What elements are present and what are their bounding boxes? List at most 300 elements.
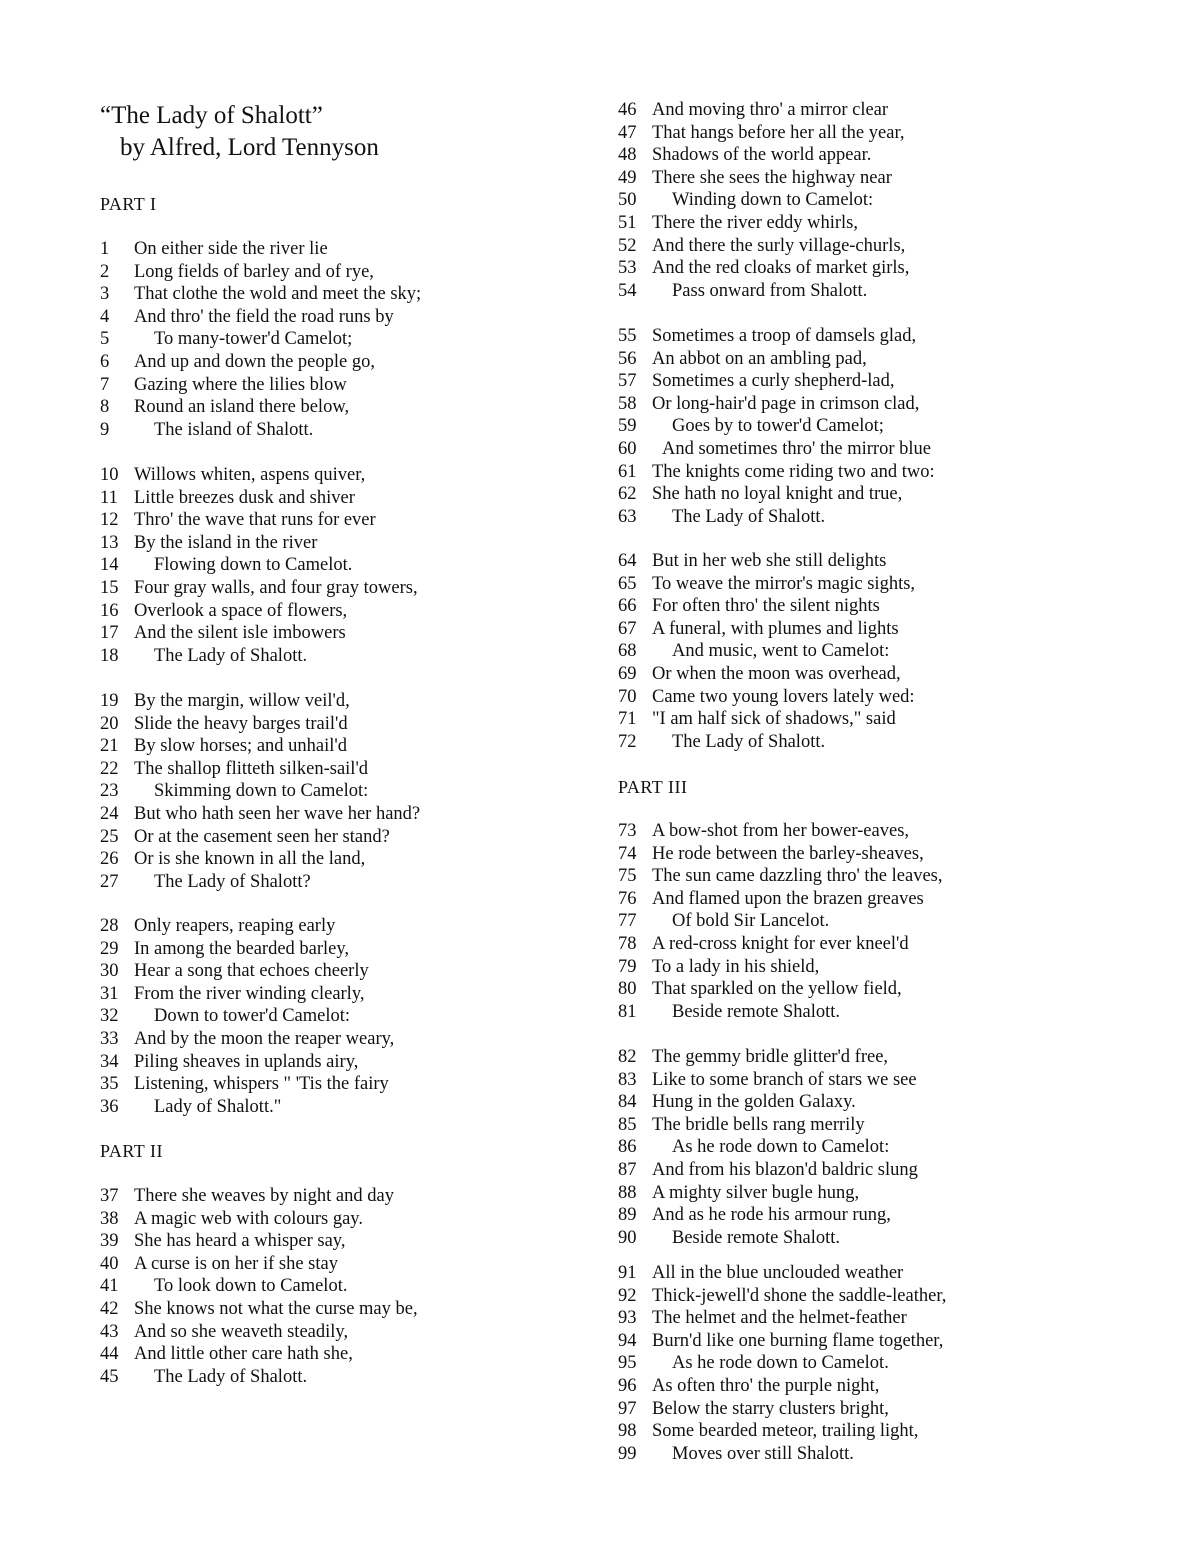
poem-line [618,1375,879,1398]
line-text: A red-cross knight for ever kneel'd [652,934,909,954]
line-number: 50 [618,190,637,211]
line-number: 89 [618,1205,637,1226]
poem-line [618,686,915,709]
poem-line [618,506,825,529]
line-number: 35 [100,1074,119,1095]
line-text: Down to tower'd Camelot: [154,1006,351,1027]
poem-line [618,325,916,348]
poem-line [618,1398,889,1421]
line-text: Thick-jewell'd shone the saddle-leather, [652,1285,947,1306]
poem-line [618,167,892,190]
line-text: Willows whiten, aspens quiver, [134,465,366,485]
line-number: 37 [100,1186,119,1206]
line-text: And from his blazon'd baldric slung [652,1160,918,1180]
poem-line [618,663,901,686]
poem-line [618,1262,903,1285]
poem-line [100,238,328,261]
poem-line [618,212,858,235]
line-text: She knows not what the curse may be, [134,1299,418,1319]
poem-line [100,1366,307,1389]
poem-line [618,1136,889,1159]
poem-line [100,1253,338,1276]
line-number: 34 [100,1051,119,1072]
line-text: Below the starry clusters bright, [652,1398,889,1419]
line-number: 97 [618,1398,637,1419]
line-text: A magic web with colours gay. [134,1208,363,1229]
poem-line [100,758,368,781]
poem-line [618,122,905,145]
line-number: 21 [100,736,119,757]
poem-line [618,415,884,438]
poem-line [618,1114,865,1137]
line-text: By the island in the river [134,532,318,553]
line-number: 26 [100,849,119,870]
poem-line [100,735,347,758]
line-number: 61 [618,461,637,482]
line-text: And thro' the field the road runs by [134,306,394,327]
line-number: 94 [618,1330,637,1351]
line-number: 4 [100,306,110,327]
line-text: As often thro' the purple night, [652,1376,880,1396]
line-text: The sun came dazzling thro' the leaves, [652,866,943,887]
poem-line [100,1096,281,1119]
line-text: He rode between the barley-sheaves, [652,843,924,864]
poem-line [100,509,376,532]
line-text: Only reapers, reaping early [134,916,336,936]
line-text: Four gray walls, and four gray towers, [134,578,418,598]
line-number: 84 [618,1092,637,1113]
line-text: Skimming down to Camelot: [154,781,369,802]
poem-line [618,144,871,167]
line-text: All in the blue unclouded weather [652,1263,904,1283]
line-number: 65 [618,573,637,594]
poem-line [100,306,394,329]
poem-line [618,978,902,1001]
line-text: And sometimes thro' the mirror blue [662,439,931,459]
line-number: 40 [100,1253,119,1274]
line-number: 83 [618,1069,637,1090]
line-text: An abbot on an ambling pad, [652,348,867,369]
line-number: 81 [618,1001,637,1022]
line-number: 63 [618,506,637,527]
poem-line [100,1028,394,1051]
line-text: The Lady of Shalott. [672,731,826,752]
poem-line [618,1046,888,1069]
line-number: 95 [618,1353,637,1374]
line-number: 98 [618,1421,637,1442]
line-number: 11 [100,487,118,508]
poem-line [618,933,909,956]
line-number: 75 [618,866,637,887]
poem-line [618,550,886,573]
line-text: And flamed upon the brazen greaves [652,888,924,909]
poem-line [100,328,352,351]
line-number: 27 [100,871,119,892]
poem-line [618,257,909,280]
line-text: Shadows of the world appear. [652,145,872,166]
line-text: That clothe the wold and meet the sky; [134,284,422,305]
line-text: The island of Shalott. [154,419,314,440]
poem-line [618,910,829,933]
poem-line [618,1307,907,1330]
line-text: To many-tower'd Camelot; [154,329,353,350]
line-number: 55 [618,326,637,346]
line-text: Listening, whispers " 'Tis the fairy [134,1074,389,1095]
line-text: A bow-shot from her bower-eaves, [652,821,910,841]
line-text: A curse is on her if she stay [134,1253,338,1274]
poem-line [618,1159,918,1182]
poem-line [618,99,888,122]
line-number: 62 [618,484,637,505]
poem-line [100,600,347,623]
poem-line [618,438,931,461]
line-text: The knights come riding two and two: [652,461,935,482]
line-number: 12 [100,510,119,531]
line-text: And there the surly village-churls, [652,235,906,256]
poem-title: “The Lady of Shalott” [100,102,323,129]
line-number: 20 [100,713,119,734]
line-text: As he rode down to Camelot: [672,1137,890,1158]
poem-line [100,690,350,713]
line-number: 78 [618,934,637,954]
poem-line [100,1185,394,1208]
line-number: 16 [100,600,119,621]
line-text: To a lady in his shield, [652,956,820,977]
line-text: Or long-hair'd page in crimson clad, [652,393,920,414]
poem-line [100,1321,348,1344]
line-number: 36 [100,1096,119,1117]
poem-line [100,938,349,961]
line-text: And music, went to Camelot: [672,641,890,662]
line-number: 3 [100,284,110,305]
line-number: 32 [100,1006,119,1027]
poem-line [618,1285,946,1308]
line-number: 92 [618,1285,637,1306]
line-text: And as he rode his armour rung, [652,1205,891,1226]
poem-line [100,532,317,555]
poem-line [618,461,935,484]
poem-line [618,640,889,663]
poem-line [618,1330,943,1353]
poem-line [100,487,355,510]
line-number: 99 [618,1443,637,1464]
line-text: Hung in the golden Galaxy. [652,1092,856,1113]
line-text: Long fields of barley and of rye, [134,261,374,282]
line-text: Winding down to Camelot: [672,190,874,211]
line-text: Goes by to tower'd Camelot; [672,416,884,437]
line-text: Flowing down to Camelot. [154,555,353,576]
line-text: But in her web she still delights [652,551,887,571]
line-text: A mighty silver bugle hung, [652,1182,860,1203]
poem-line [618,1204,891,1227]
poem-line [100,780,368,803]
line-text: Or is she known in all the land, [134,849,366,870]
line-number: 42 [100,1299,119,1319]
line-number: 80 [618,979,637,1000]
line-text: Or when the moon was overhead, [652,664,901,684]
poem-line [100,419,313,442]
poem-line [100,396,349,419]
line-text: And the silent isle imbowers [134,623,346,644]
poem-line [100,351,375,374]
line-number: 19 [100,691,119,711]
line-text: Came two young lovers lately wed: [652,686,915,707]
line-number: 22 [100,758,119,779]
line-text: The Lady of Shalott. [154,645,308,666]
poem-line [100,871,311,894]
line-text: The helmet and the helmet-feather [652,1308,907,1329]
line-number: 31 [100,983,119,1004]
line-number: 57 [618,371,637,392]
poem-line [618,843,924,866]
line-number: 5 [100,329,110,350]
poem-line [618,1069,917,1092]
line-text: As he rode down to Camelot. [672,1353,889,1374]
line-text: Little breezes dusk and shiver [134,487,355,508]
line-number: 76 [618,888,637,909]
line-number: 38 [100,1208,119,1229]
poem-line [100,915,335,938]
line-number: 54 [618,280,637,301]
line-number: 59 [618,416,637,437]
line-text: Overlook a space of flowers, [134,600,348,621]
line-text: There the river eddy whirls, [652,213,858,233]
line-number: 14 [100,555,119,576]
line-text: By slow horses; and unhail'd [134,736,347,757]
poem-line [618,370,895,393]
line-number: 8 [100,397,110,418]
line-number: 13 [100,532,119,553]
line-text: Sometimes a curly shepherd-lad, [652,371,895,392]
line-text: There she weaves by night and day [134,1186,394,1206]
poem-author: by Alfred, Lord Tennyson [120,134,379,161]
part-heading: PART III [618,777,688,797]
line-number: 18 [100,645,119,666]
poem-line [618,573,915,596]
line-text: Slide the heavy barges trail'd [134,713,348,734]
poem-line [618,1227,840,1250]
poem-line [618,865,942,888]
line-number: 68 [618,641,637,662]
poem-line [618,956,819,979]
poem-line [100,1343,353,1366]
poem-line [100,374,347,397]
line-number: 41 [100,1276,119,1297]
line-number: 9 [100,419,110,440]
line-text: The Lady of Shalott? [154,871,311,892]
line-text: By the margin, willow veil'd, [134,691,350,711]
poem-line [100,554,352,577]
line-text: To weave the mirror's magic sights, [652,573,916,594]
line-text: The shallop flitteth silken-sail'd [134,758,369,779]
poem-line [100,622,346,645]
line-number: 43 [100,1321,119,1342]
poem-line [100,1208,363,1231]
line-text: Pass onward from Shalott. [672,280,868,301]
poem-line [100,261,374,284]
poem-line [618,483,902,506]
poem-line [618,235,905,258]
poem-line [100,713,348,736]
poem-line [618,820,909,843]
poem-line [100,1298,418,1321]
line-number: 87 [618,1160,637,1180]
poem-line [100,1230,346,1253]
line-text: Thro' the wave that runs for ever [134,510,376,531]
line-text: She hath no loyal knight and true, [652,484,903,505]
line-text: The Lady of Shalott. [154,1366,308,1387]
line-number: 82 [618,1047,637,1067]
line-number: 91 [618,1263,637,1283]
line-number: 30 [100,961,119,982]
line-number: 58 [618,393,637,414]
poem-line [618,1182,859,1205]
line-text: That sparkled on the yellow field, [652,979,902,1000]
poem-line [100,803,420,826]
line-number: 33 [100,1029,119,1049]
line-text: Of bold Sir Lancelot. [672,911,830,932]
line-text: The Lady of Shalott. [672,506,826,527]
line-number: 44 [100,1344,119,1365]
line-text: Beside remote Shalott. [672,1001,841,1022]
poem-line [100,464,365,487]
line-text: And the red cloaks of market girls, [652,258,910,279]
line-number: 74 [618,843,637,864]
poem-line [618,1091,856,1114]
line-text: A funeral, with plumes and lights [652,618,899,639]
line-text: From the river winding clearly, [134,983,365,1004]
poem-line [618,708,896,731]
poem-line [618,595,880,618]
part-heading: PART II [100,1141,163,1161]
line-number: 2 [100,261,110,282]
poem-line [618,1443,854,1466]
line-text: Piling sheaves in uplands airy, [134,1051,359,1072]
poem-line [618,1352,889,1375]
poem-line [100,577,418,600]
poem-line [100,645,307,668]
poem-line [100,283,421,306]
line-text: The gemmy bridle glitter'd free, [652,1047,889,1067]
line-text: That hangs before her all the year, [652,122,905,143]
line-number: 79 [618,956,637,977]
line-number: 85 [618,1114,637,1135]
line-number: 67 [618,618,637,639]
line-text: Hear a song that echoes cheerly [134,961,369,982]
line-text: Sometimes a troop of damsels glad, [652,326,917,346]
line-number: 29 [100,938,119,959]
line-text: Gazing where the lilies blow [134,374,347,395]
poem-line [100,983,365,1006]
line-number: 23 [100,781,119,802]
line-number: 10 [100,465,119,485]
line-text: Lady of Shalott." [154,1096,282,1117]
line-text: Some bearded meteor, trailing light, [652,1421,919,1442]
line-text: Burn'd like one burning flame together, [652,1330,944,1351]
line-number: 72 [618,731,637,752]
line-number: 53 [618,258,637,279]
poem-line [100,1051,358,1074]
line-number: 24 [100,804,119,824]
line-text: On either side the river lie [134,239,328,259]
line-text: To look down to Camelot. [154,1276,348,1297]
line-text: There she sees the highway near [652,167,892,188]
part-heading: PART I [100,194,157,214]
line-text: And up and down the people go, [134,352,375,372]
line-number: 88 [618,1182,637,1203]
line-number: 46 [618,100,637,120]
poem-line [618,1420,918,1443]
line-number: 47 [618,122,637,143]
line-text: And by the moon the reaper weary, [134,1029,395,1049]
line-text: For often thro' the silent nights [652,596,880,617]
line-number: 48 [618,145,637,166]
poem-line [100,1005,350,1028]
line-text: Or at the casement seen her stand? [134,826,390,847]
poem-line [100,960,369,983]
poem-line [618,888,924,911]
line-text: Beside remote Shalott. [672,1227,841,1248]
poem-line [618,189,873,212]
line-number: 60 [618,439,637,459]
line-text: "I am half sick of shadows," said [652,709,896,730]
line-number: 25 [100,826,119,847]
line-number: 64 [618,551,637,571]
line-number: 56 [618,348,637,369]
line-number: 66 [618,596,637,617]
line-number: 86 [618,1137,637,1158]
poem-line [618,1001,840,1024]
line-number: 28 [100,916,119,936]
line-number: 93 [618,1308,637,1329]
line-text: Moves over still Shalott. [672,1443,854,1464]
line-text: The bridle bells rang merrily [652,1114,865,1135]
line-number: 17 [100,623,119,644]
line-number: 96 [618,1376,637,1396]
line-number: 39 [100,1231,119,1252]
line-text: And moving thro' a mirror clear [652,100,889,120]
poem-line [100,826,390,849]
line-number: 1 [100,239,110,259]
line-text: In among the bearded barley, [134,938,350,959]
poem-line [618,731,825,754]
line-text: She has heard a whisper say, [134,1231,346,1252]
line-number: 6 [100,352,110,372]
line-number: 45 [100,1366,119,1387]
poem-line [100,1073,389,1096]
line-number: 7 [100,374,110,395]
line-number: 51 [618,213,637,233]
line-number: 73 [618,821,637,841]
line-number: 77 [618,911,637,932]
line-number: 52 [618,235,637,256]
line-number: 90 [618,1227,637,1248]
line-number: 15 [100,578,119,598]
line-number: 70 [618,686,637,707]
poem-line [618,280,867,303]
poem-line [618,393,919,416]
poem-line [100,848,365,871]
line-text: But who hath seen her wave her hand? [134,804,421,824]
line-text: And little other care hath she, [134,1344,353,1365]
line-number: 69 [618,664,637,684]
line-number: 49 [618,167,637,188]
line-number: 71 [618,709,637,730]
poem-line [618,618,899,641]
poem-line [100,1275,347,1298]
line-text: And so she weaveth steadily, [134,1321,349,1342]
poem-line [618,348,867,371]
